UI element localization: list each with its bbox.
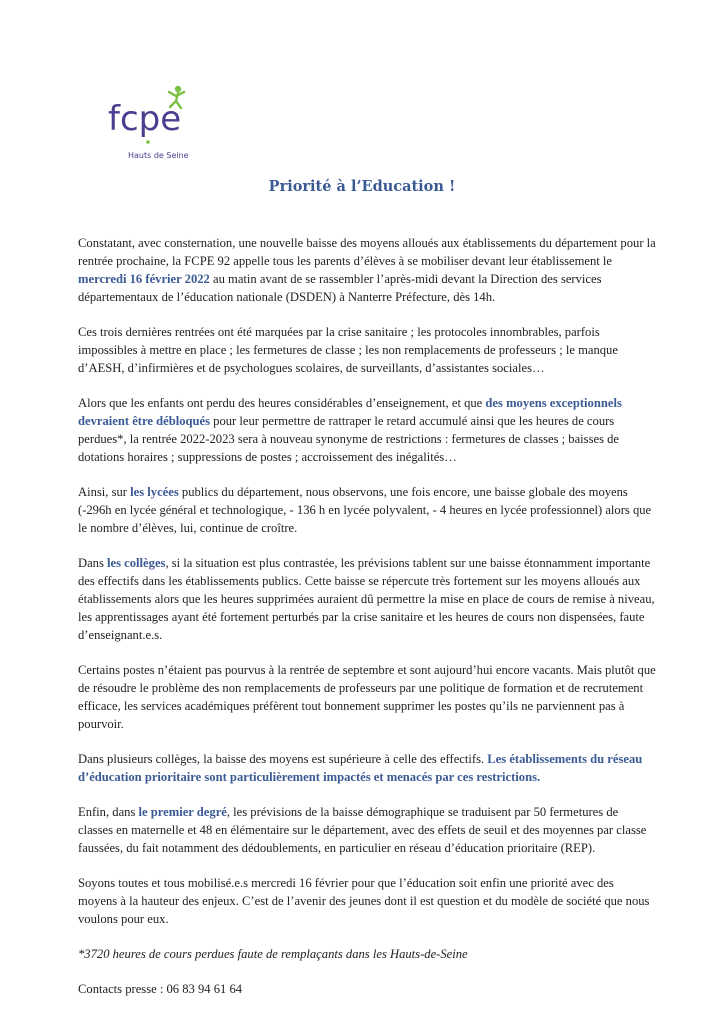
paragraph-2: Ces trois dernières rentrées ont été marquées par la crise sanitaire ; les protocoles innombrables, parfois impossibles à mettre en place ; les fermetures de classe ; les non remplacements de professeurs ; le manque d’AESH, d’infirmières et de psychologues scolaires, de surveillants, d’assistantes sociales… [78,325,618,375]
fcpe-logo [106,82,196,164]
footnote: *3720 heures de cours perdues faute de remplaçants dans les Hauts-de-Seine [78,947,468,961]
logo-wordmark: fcpe [108,99,182,139]
press-contacts: Contacts presse : 06 83 94 61 64 [78,982,243,996]
page-title: Priorité à l’Education ! [268,178,456,195]
paragraph-9: Soyons toutes et tous mobilisé.e.s mercredi 16 février pour que l’éducation soit enfin une priorité avec des moyens à la hauteur des enjeux. C’est de l’avenir des jeunes dont il est question et du modèle de société que nous voulons pour eux. [78,876,650,926]
paragraph-8: Enfin, dans le premier degré, les prévisions de la baisse démographique se traduisent par 50 fermetures de classes en maternelle et 48 en élémentaire sur le département, avec des effets de seuil et des moyennes par classe faussées, du fait notamment des dédoublements, en particulier en réseau d’éducation prioritaire (REP). [78,805,647,855]
paragraph-5: Dans les collèges, si la situation est plus contrastée, les prévisions tablent sur une baisse étonnamment importante des effectifs dans les établissements publics. Cette baisse se répercute très fortement sur les moyens alloués aux établissements alors que les heures supprimées auraient dû permettre la mise en place de cours de remise à niveau, les apprentissages ayant été fortement perturbés par la crise sanitaire et les heures de cours non dispensées, faute d’enseignant.e.s. [78,556,655,642]
paragraph-1: Constatant, avec consternation, une nouvelle baisse des moyens alloués aux établissements du département pour la rentrée prochaine, la FCPE 92 appelle tous les parents d’élèves à se mobiliser devant leur établissement le mercredi 16 février 2022 au matin avant de se rassembler l’après-midi devant la Direction des services départementaux de l’éducation nationale (DSDEN) à Nanterre Préfecture, dès 14h. [78,236,656,304]
paragraph-6: Certains postes n’étaient pas pourvus à la rentrée de septembre et sont aujourd’hui encore vacants. Mais plutôt que de résoudre le problème des non remplacements de professeurs par une politique de formation et de recrutement efficace, les services académiques préfèrent tout bonnement supprimer les postes qu’ils ne parviennent pas à pourvoir. [78,663,656,731]
paragraph-4: Ainsi, sur les lycées publics du département, nous observons, une fois encore, une baisse globale des moyens (-296h en lycée général et technologique, - 136 h en lycée polyvalent, - 4 heures en lycée professionnel) alors que le nombre d’élèves, lui, continue de croître. [78,485,652,535]
logo-subtitle: Hauts de Seine [128,151,189,160]
paragraph-7: Dans plusieurs collèges, la baisse des moyens est supérieure à celle des effectifs. Les établissements du réseau d’éducation prioritaire sont particulièrement impactés et menacés par ces restrictions. [78,752,643,784]
letter-body [78,234,656,1015]
paragraph-3: Alors que les enfants ont perdu des heures considérables d’enseignement, et que des moyens exceptionnels devraient être débloqués pour leur permettre de rattraper le retard accumulé ainsi que les heures de cours perdues*, la rentrée 2022-2023 sera à nouveau synonyme de restrictions : fermetures de classes ; baisses de dotations horaires ; suppressions de postes ; accroissement des inégalités… [78,396,622,464]
